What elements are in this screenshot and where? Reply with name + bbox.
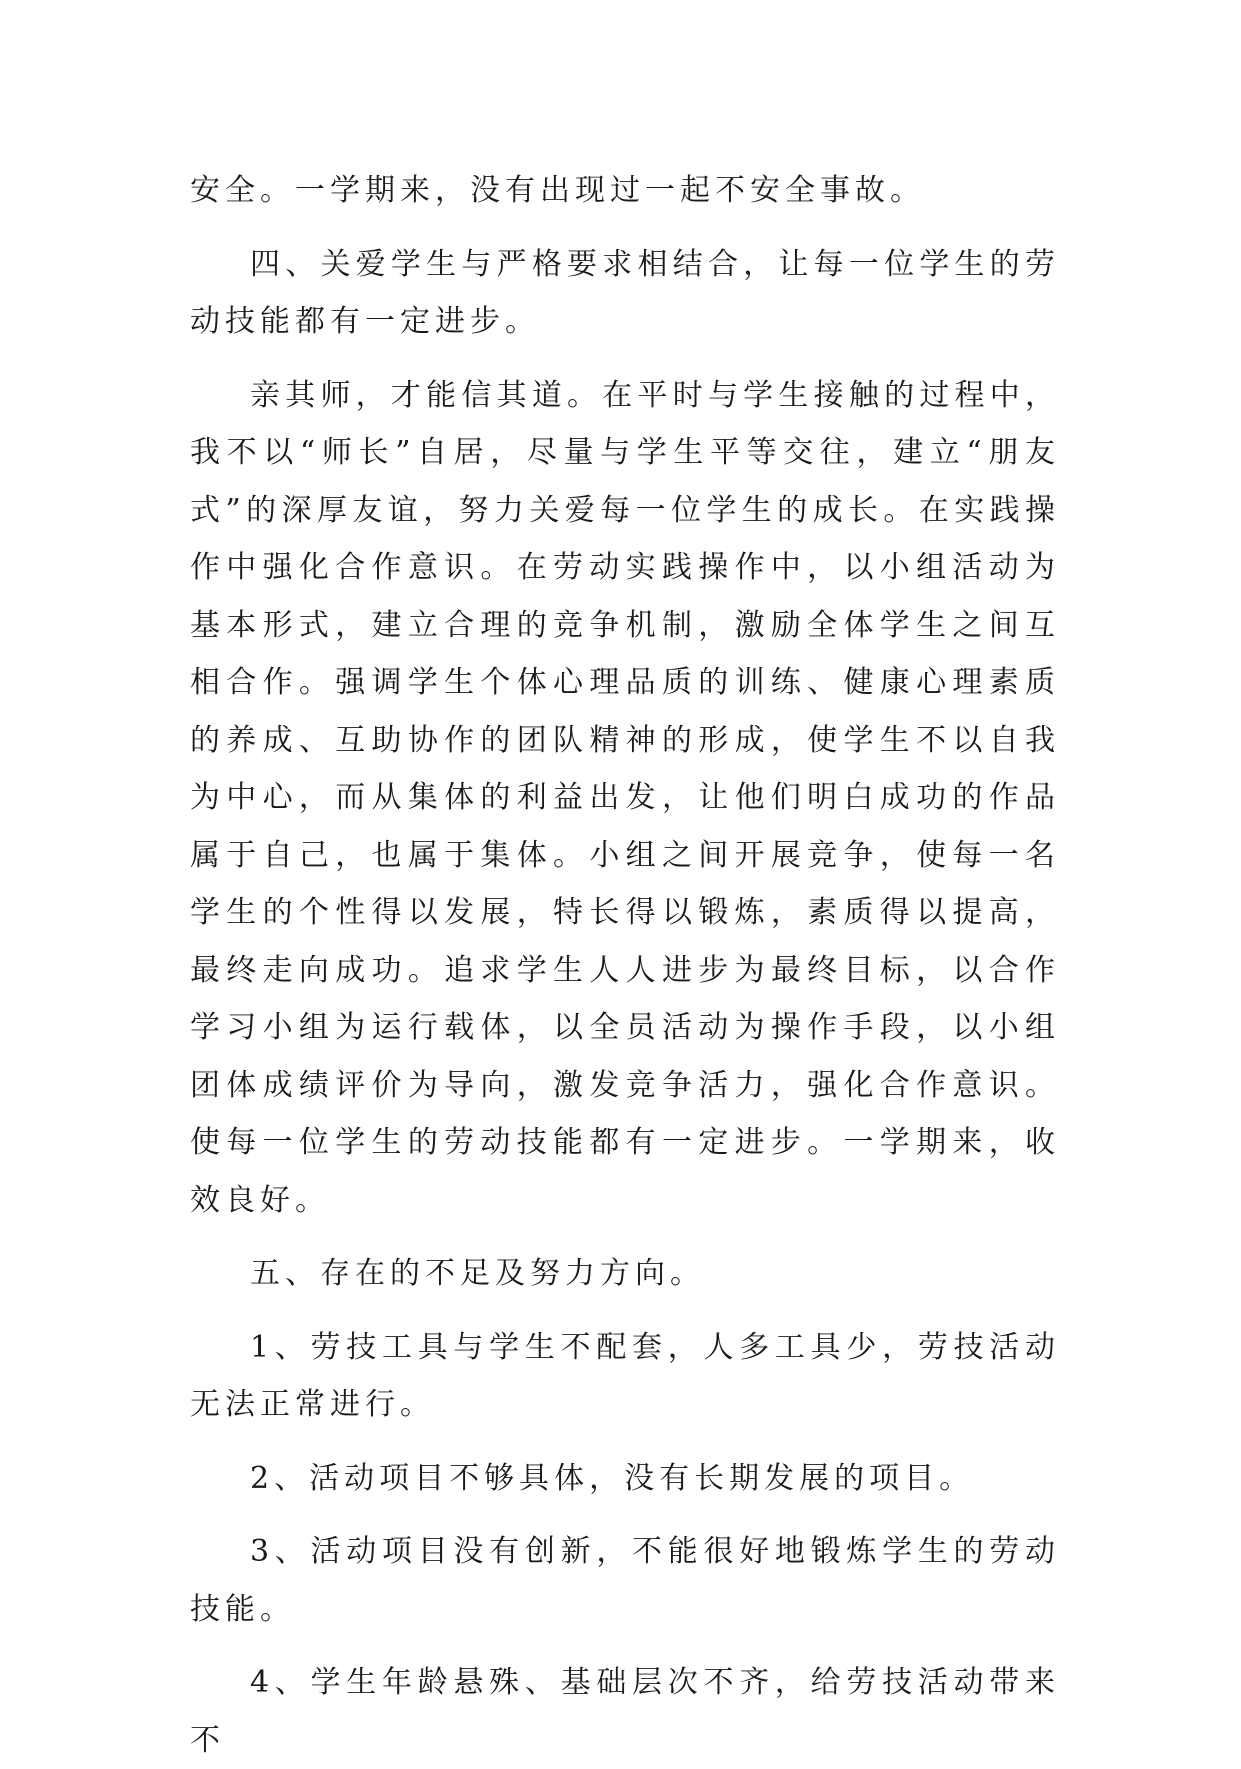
list-item-3: 3、活动项目没有创新，不能很好地锻炼学生的劳动技能。 — [190, 1534, 1060, 1627]
paragraph-4-heading-five: 五、存在的不足及努力方向。 — [250, 1256, 705, 1291]
document-body — [190, 162, 1060, 1769]
list-item-2: 2、活动项目不够具体，没有长期发展的项目。 — [250, 1460, 975, 1496]
list-item-4: 4、学生年龄悬殊、基础层次不齐，给劳技活动带来不 — [190, 1665, 1060, 1758]
paragraph-3-body: 亲其师，才能信其道。在平时与学生接触的过程中，我不以“师长”自居，尽量与学生平等交往，建立“朋友式”的深厚友谊，努力关爱每一位学生的成长。在实践操作中强化合作意识。在劳动实践操作中，以小组活动为基本形式，建立合理的竞争机制，激励全体学生之间互相合作。强调学生个体心理品质的训练、健康心理素质的养成、互助协作的团队精神的形成，使学生不以自我为中心，而从集体的利益出发，让他们明白成功的作品属于自己，也属于集体。小组之间开展竞争，使每一名学生的个性得以发展，特长得以锻炼，素质得以提高，最终走向成功。追求学生人人进步为最终目标，以合作学习小组为运行载体，以全员活动为操作手段，以小组团体成绩评价为导向，激发竞争活力，强化合作意识。使每一位学生的劳动技能都有一定进步。一学期来，收效良好。 — [190, 377, 1060, 1218]
paragraph-1: 安全。一学期来，没有出现过一起不安全事故。 — [190, 173, 925, 208]
list-item-1: 1、劳技工具与学生不配套，人多工具少，劳技活动无法正常进行。 — [190, 1329, 1060, 1422]
paragraph-2-heading-four: 四、关爱学生与严格要求相结合，让每一位学生的劳动技能都有一定进步。 — [190, 246, 1060, 339]
